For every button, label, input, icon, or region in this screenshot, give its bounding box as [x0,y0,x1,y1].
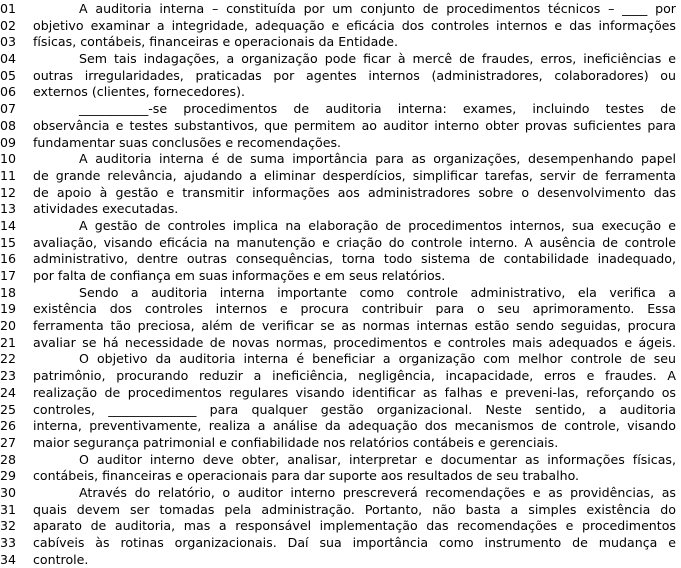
text-line [0,218,681,235]
text-line [0,168,681,185]
line-text: O objetivo da auditoria interna é beneficiar a organização com melhor controle de seu [79,351,676,367]
line-text: Sendo a auditoria interna importante como controle administrativo, ela verifica a [79,284,676,300]
line-text: controle. [33,551,89,567]
line-number: 26 [0,418,17,434]
text-line [0,535,681,552]
line-text: contábeis, financeiras e operacionais para dar suporte aos resultados de seu trabalho. [33,468,580,484]
line-number: 16 [0,251,17,267]
text-line [0,402,681,419]
text-line [0,51,681,68]
line-text: A gestão de controles implica na elaboração de procedimentos internos, sua execução e [79,217,676,233]
line-text: por falta de confiança em suas informações e em seus relatórios. [33,268,446,283]
text-line [0,101,681,118]
text-line [0,268,681,285]
line-text: observância e testes substantivos, que permitem ao auditor interno obter provas suficientes para [33,117,676,133]
line-text: interna, preventivamente, realiza a análise da adequação dos mecanismos de controle, visando [33,418,676,434]
line-number: 09 [0,134,17,150]
line-text: avaliação, visando eficácia na manutenção e criação do controle interno. A ausência de controle [33,234,676,250]
line-number: 21 [0,334,17,350]
line-number: 28 [0,451,17,467]
line-number: 15 [0,234,17,250]
text-line [0,285,681,302]
line-text: controles, ______________ para qualquer gestão organizacional. Neste sentido, a auditoria [33,401,676,417]
line-text: patrimônio, procurando reduzir a ineficiência, negligência, incapacidade, erros e fraudes. A [33,368,676,384]
line-text: cabíveis às rotinas organizacionais. Daí sua importância como instrumento de mudança e [33,535,676,550]
line-number: 19 [0,301,17,317]
text-line [0,18,681,35]
text-line [0,251,681,268]
text-line [0,1,681,18]
text-line [0,318,681,335]
text-line [0,485,681,502]
text-line [0,135,681,152]
line-text: outras irregularidades, praticadas por agentes internos (administradores, colaboradores) ou [33,67,676,83]
line-number: 34 [0,551,17,567]
text-line [0,368,681,385]
line-number: 25 [0,401,17,417]
line-number: 08 [0,117,17,133]
line-number: 14 [0,217,17,233]
line-number: 18 [0,284,17,300]
text-line [0,552,681,568]
line-text: Sem tais indagações, a organização pode ficar à mercê de fraudes, erros, ineficiências e [79,51,676,67]
text-line [0,351,681,368]
line-number: 12 [0,184,17,200]
text-line [0,502,681,519]
text-line [0,452,681,469]
line-text: atividades executadas. [33,201,179,217]
line-number: 06 [0,84,17,100]
text-line [0,185,681,202]
line-text: ferramenta tão preciosa, além de verificar se as normas internas estão sendo seguidas, procura [33,318,676,334]
text-line [0,435,681,452]
text-line [0,201,681,218]
line-text: objetivo examinar a integridade, adequação e eficácia dos controles internos e das informações [33,17,676,33]
line-number: 13 [0,201,17,217]
text-line [0,335,681,352]
line-number: 29 [0,468,17,484]
line-text: existência dos controles internos e procura contribuir para o seu aprimoramento. Essa [33,301,676,317]
line-number: 32 [0,518,17,534]
line-text: O auditor interno deve obter, analisar, interpretar e documentar as informações físicas, [79,451,676,467]
line-number: 03 [0,34,17,50]
text-line [0,418,681,435]
line-number: 11 [0,167,17,183]
text-line [0,118,681,135]
line-text: A auditoria interna é de suma importância para as organizações, desempenhando papel [79,151,676,167]
line-text: Através do relatório, o auditor interno prescreverá recomendações e as providências, as [79,484,676,500]
text-line [0,235,681,252]
line-text: maior segurança patrimonial e confiabilidade nos relatórios contábeis e gerenciais. [33,434,559,450]
line-number: 22 [0,351,17,367]
line-text: de grande relevância, ajudando a eliminar desperdícios, simplificar tarefas, servir de ferramenta [33,167,676,183]
line-number: 20 [0,318,17,334]
line-text: administrativo, dentre outras consequências, torna todo sistema de contabilidade inadequado, [33,251,676,267]
text-line [0,468,681,485]
line-number: 27 [0,434,17,450]
text-line [0,84,681,101]
line-text: físicas, contábeis, financeiras e operacionais da Entidade. [33,34,399,50]
line-number: 33 [0,535,17,550]
line-text: aparato de auditoria, mas a responsável implementação das recomendações e procedimentos [33,518,676,534]
line-number: 07 [0,101,17,117]
line-number: 01 [0,1,17,16]
line-text: externos (clientes, fornecedores). [33,84,246,100]
line-number: 23 [0,368,17,384]
line-number: 05 [0,67,17,83]
text-line [0,34,681,51]
line-number: 17 [0,268,17,283]
line-text: de apoio à gestão e transmitir informações aos administradores sobre o desenvolvimento das [33,184,676,200]
line-text: quais devem ser tomadas pela administração. Portanto, não basta a simples existência do [33,501,676,517]
line-number: 10 [0,151,17,167]
text-line [0,518,681,535]
line-number: 04 [0,51,17,67]
line-text: realização de procedimentos regulares visando identificar as falhas e preveni-las, reforçando os [33,384,676,400]
text-line [0,301,681,318]
line-number: 31 [0,501,17,517]
line-number: 24 [0,384,17,400]
line-text: fundamentar suas conclusões e recomendações. [33,134,342,150]
line-text: ___________-se procedimentos de auditoria interna: exames, incluindo testes de [79,101,676,117]
text-line [0,151,681,168]
line-number: 30 [0,484,17,500]
line-text: A auditoria interna – constituída por um conjunto de procedimentos técnicos – ____ por [79,1,676,16]
line-number: 02 [0,17,17,33]
line-text: avaliar se há necessidade de novas normas, procedimentos e controles mais adequados e ágeis. [33,334,676,350]
text-line [0,385,681,402]
text-line [0,68,681,85]
